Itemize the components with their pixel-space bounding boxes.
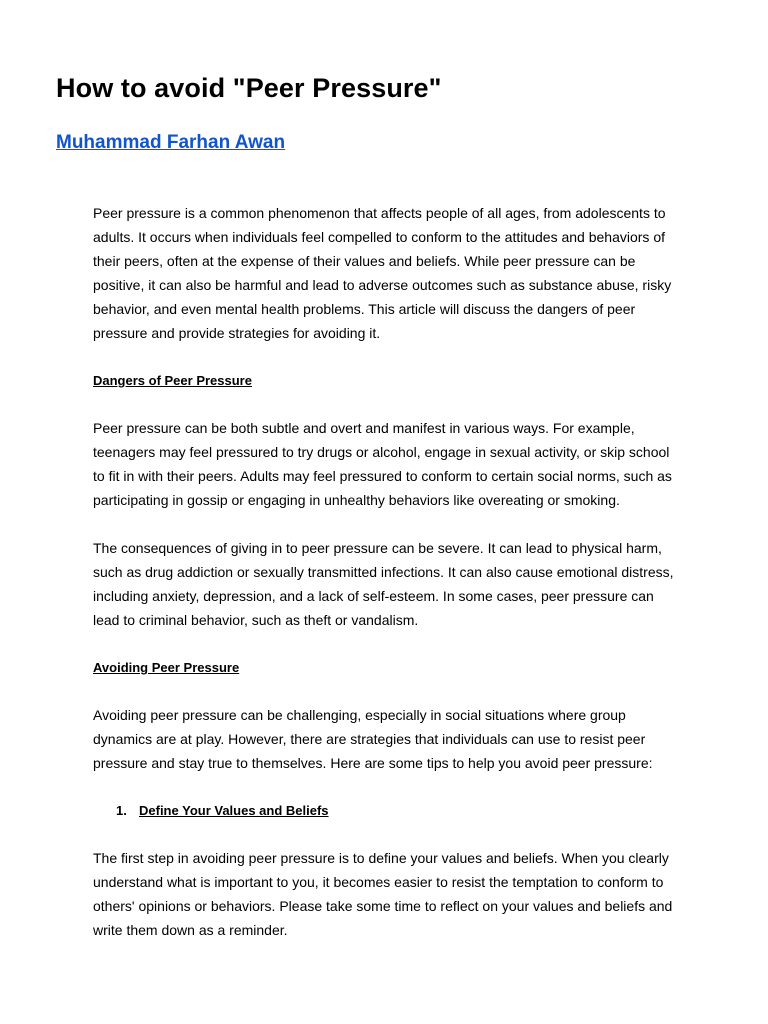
document-body [93, 201, 681, 966]
intro-paragraph: Peer pressure is a common phenomenon that affects people of all ages, from adolescents to adults. It occurs when individuals feel compelled to conform to the attitudes and behaviors of their peers, often at the expense of their values and beliefs. While peer pressure can be positive, it can also be harmful and lead to adverse outcomes such as substance abuse, risky behavior, and even mental health problems. This article will discuss the dangers of peer pressure and provide strategies for avoiding it. [93, 205, 672, 341]
tip-paragraph-1: The first step in avoiding peer pressure is to define your values and beliefs. When you clearly understand what is important to you, it becomes easier to resist the temptation to conform to others' opinions or behaviors. Please take some time to reflect on your values and beliefs and write them down as a reminder. [93, 850, 673, 938]
tip-number: 1. [116, 803, 127, 818]
document-title: How to avoid "Peer Pressure" [56, 73, 442, 103]
section-heading-avoiding: Avoiding Peer Pressure [93, 660, 240, 675]
dangers-paragraph-1: Peer pressure can be both subtle and overt and manifest in various ways. For example, teenagers may feel pressured to try drugs or alcohol, engage in sexual activity, or skip school to fit in with their peers. Adults may feel pressured to conform to certain social norms, such as participating in gossip or engaging in unhealthy behaviors like overeating or smoking. [93, 420, 672, 508]
tip-heading-1 [93, 799, 681, 823]
avoiding-paragraph-1: Avoiding peer pressure can be challenging, especially in social situations where group dynamics are at play. However, there are strategies that individuals can use to resist peer pressure and stay true to themselves. Here are some tips to help you avoid peer pressure: [93, 707, 653, 771]
dangers-paragraph-2: The consequences of giving in to peer pressure can be severe. It can lead to physical harm, such as drug addiction or sexually transmitted infections. It can also cause emotional distress, including anxiety, depression, and a lack of self-esteem. In some cases, peer pressure can lead to criminal behavior, such as theft or vandalism. [93, 540, 674, 628]
tip-heading-text: Define Your Values and Beliefs [139, 803, 329, 818]
author-link[interactable]: Muhammad Farhan Awan [56, 132, 286, 153]
section-heading-dangers: Dangers of Peer Pressure [93, 373, 252, 388]
